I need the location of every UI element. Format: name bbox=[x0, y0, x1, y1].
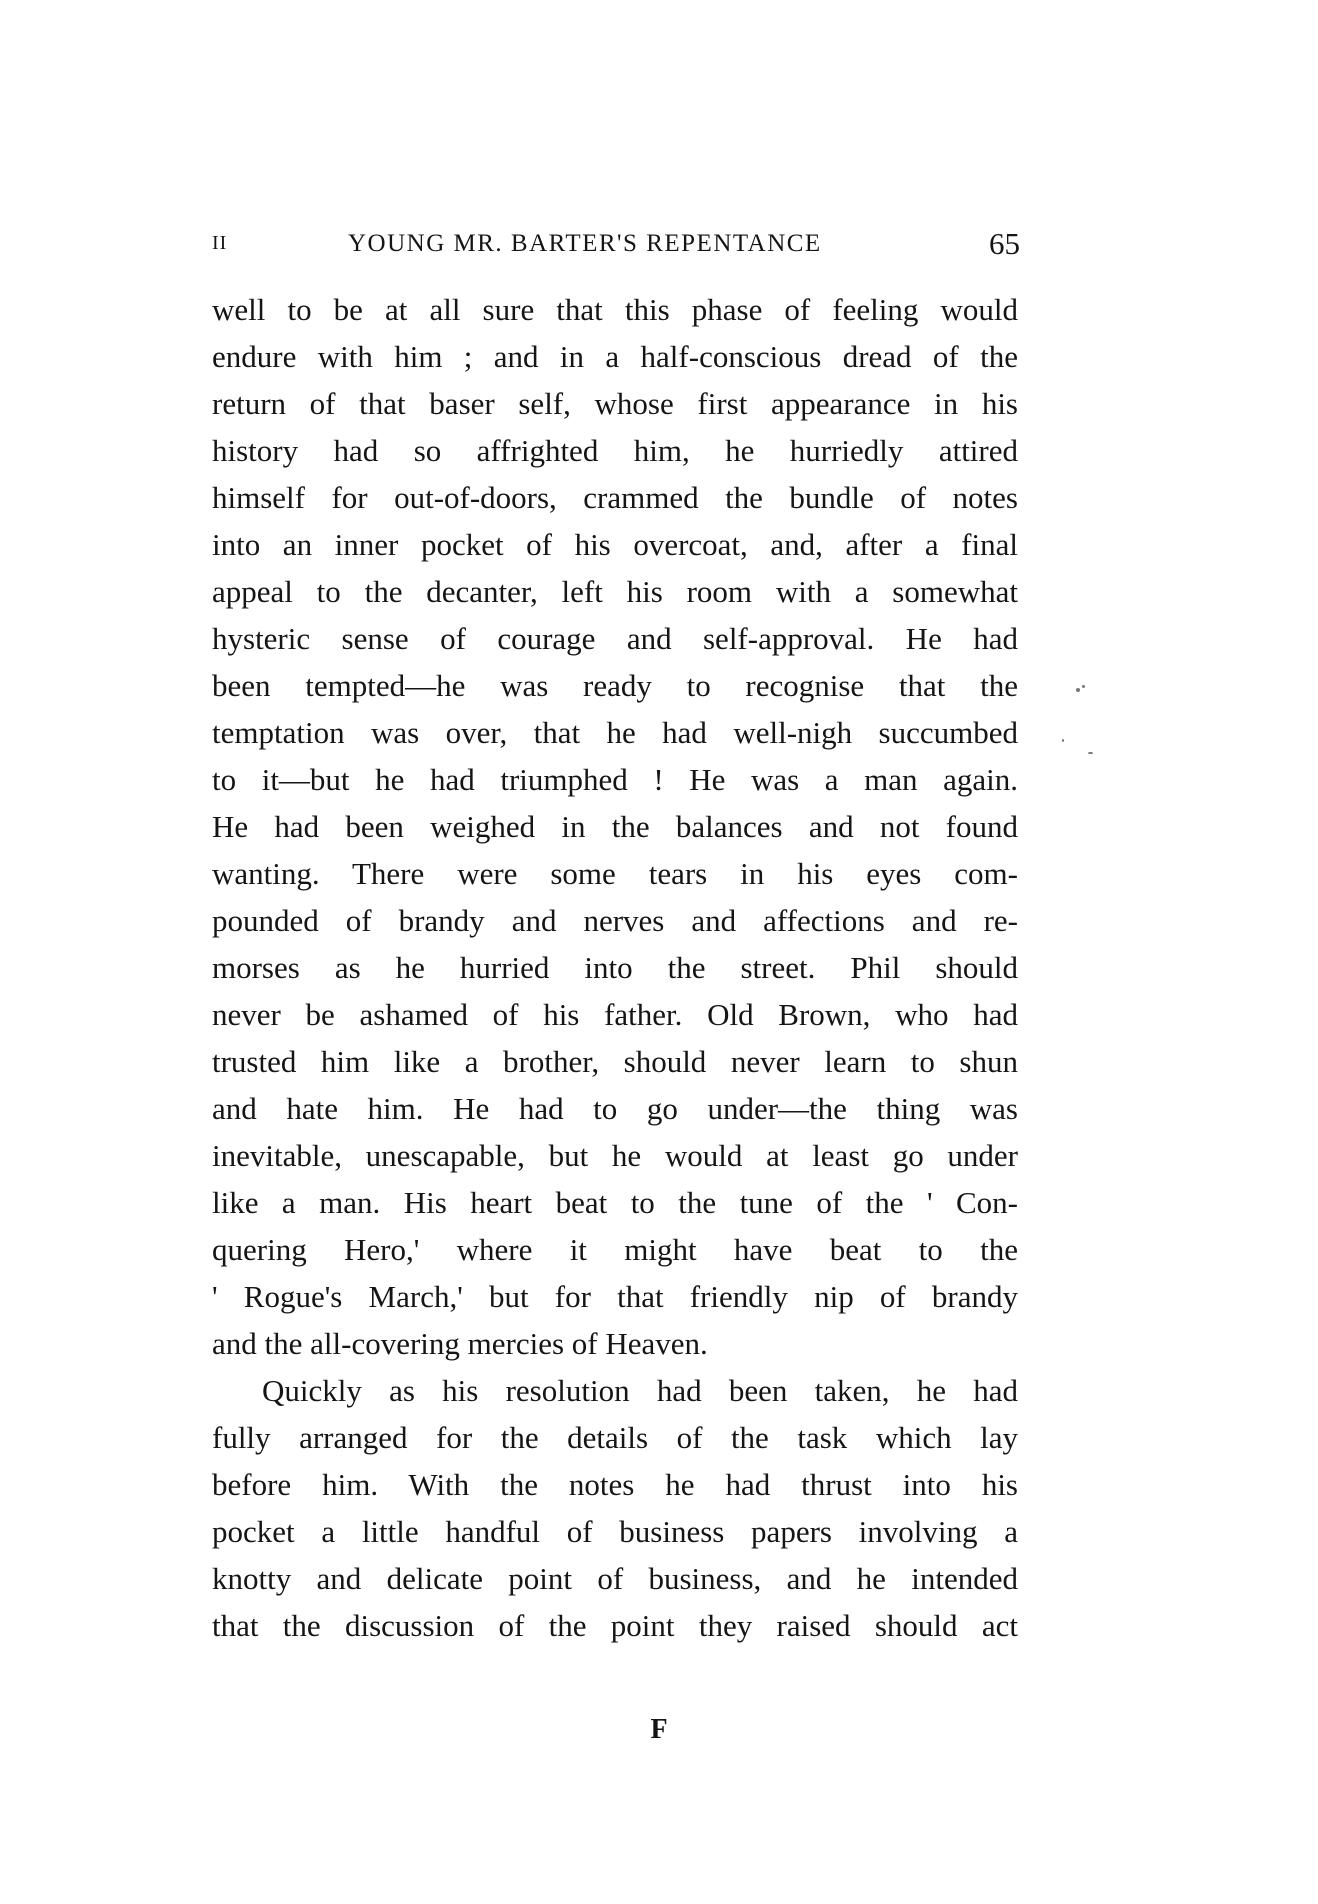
text-line: been tempted—he was ready to recognise that the bbox=[212, 668, 1018, 703]
text-line: quering Hero,' where it might have beat to the bbox=[212, 1232, 1018, 1267]
text-line: endure with him ; and in a half-conscious dread of the bbox=[212, 339, 1018, 374]
margin-speck bbox=[1088, 752, 1093, 754]
paragraph-start-line: Quickly as his resolution had been taken, he had bbox=[262, 1373, 1018, 1408]
running-title: YOUNG MR. BARTER'S REPENTANCE bbox=[348, 230, 822, 257]
text-line: well to be at all sure that this phase of feeling would bbox=[212, 292, 1018, 327]
margin-speck bbox=[1076, 688, 1080, 692]
text-line: hysteric sense of courage and self-approval. He had bbox=[212, 621, 1018, 656]
running-head bbox=[212, 226, 1024, 266]
text-line: inevitable, unescapable, but he would at least go under bbox=[212, 1138, 1018, 1173]
text-line: appeal to the decanter, left his room with a somewhat bbox=[212, 574, 1018, 609]
text-line: into an inner pocket of his overcoat, and, after a final bbox=[212, 527, 1018, 562]
text-line: himself for out-of-doors, crammed the bundle of notes bbox=[212, 480, 1018, 515]
text-line: wanting. There were some tears in his eyes com- bbox=[212, 856, 1018, 891]
text-line: like a man. His heart beat to the tune of the ' Con- bbox=[212, 1185, 1018, 1220]
text-line: trusted him like a brother, should never learn to shun bbox=[212, 1044, 1018, 1079]
chapter-number: II bbox=[212, 232, 228, 254]
text-line: before him. With the notes he had thrust into his bbox=[212, 1467, 1018, 1502]
text-line: pocket a little handful of business papers involving a bbox=[212, 1514, 1018, 1549]
text-line: pounded of brandy and nerves and affections and re- bbox=[212, 903, 1018, 938]
margin-speck bbox=[1082, 685, 1085, 688]
text-line: temptation was over, that he had well-nigh succumbed bbox=[212, 715, 1018, 750]
text-line: that the discussion of the point they raised should act bbox=[212, 1608, 1018, 1643]
margin-speck bbox=[1062, 739, 1064, 742]
text-line: return of that baser self, whose first appearance in his bbox=[212, 386, 1018, 421]
paragraph-end-line: and the all-covering mercies of Heaven. bbox=[212, 1326, 708, 1361]
text-line: history had so affrighted him, he hurriedly attired bbox=[212, 433, 1018, 468]
signature-mark: F bbox=[650, 1714, 668, 1745]
text-line: morses as he hurried into the street. Phil should bbox=[212, 950, 1018, 985]
page-number: 65 bbox=[989, 226, 1020, 261]
text-line: He had been weighed in the balances and not found bbox=[212, 809, 1018, 844]
text-line: knotty and delicate point of business, and he intended bbox=[212, 1561, 1018, 1596]
body-text bbox=[212, 286, 1018, 1649]
text-line: fully arranged for the details of the task which lay bbox=[212, 1420, 1018, 1455]
text-line: to it—but he had triumphed ! He was a man again. bbox=[212, 762, 1018, 797]
text-line: ' Rogue's March,' but for that friendly nip of brandy bbox=[212, 1279, 1018, 1314]
text-line: and hate him. He had to go under—the thing was bbox=[212, 1091, 1018, 1126]
text-line: never be ashamed of his father. Old Brown, who had bbox=[212, 997, 1018, 1032]
